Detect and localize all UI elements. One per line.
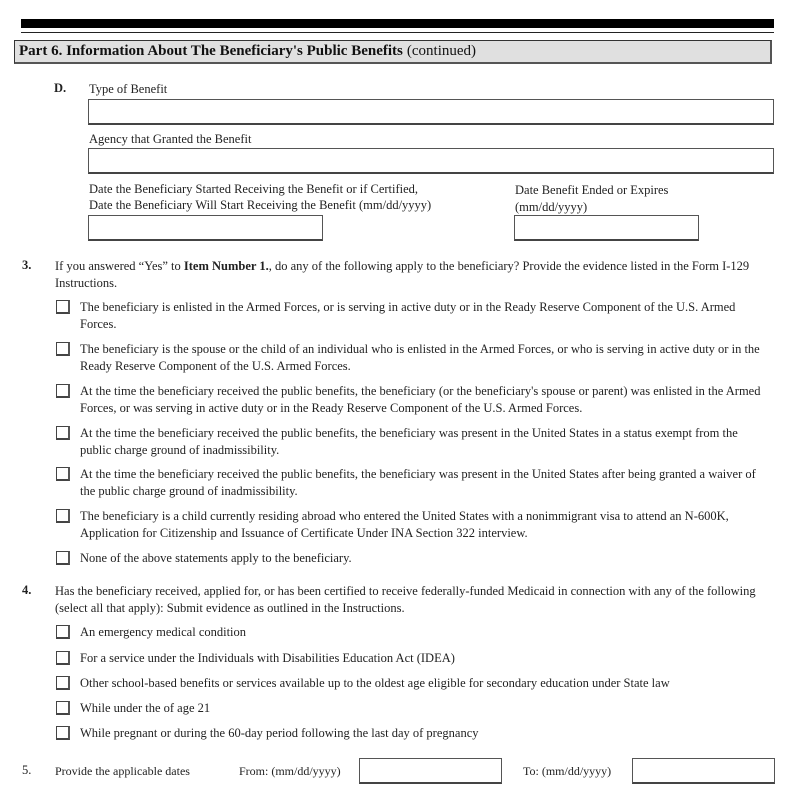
- q4-option-5-label: While pregnant or during the 60-day period following the last day of pregnancy: [80, 726, 479, 740]
- q3-option-7-checkbox[interactable]: [56, 551, 70, 565]
- question-5-number: 5.: [22, 763, 32, 777]
- part-header: [14, 40, 772, 64]
- q3-option-6[interactable]: [56, 508, 776, 542]
- part-title: Part 6. Information About The Beneficiary's Public Benefits: [19, 43, 403, 59]
- q3-option-1[interactable]: [56, 299, 776, 333]
- to-date-label: To: (mm/dd/yyyy): [523, 764, 612, 778]
- q4-option-4[interactable]: [56, 700, 776, 717]
- q3-option-7[interactable]: [56, 550, 776, 567]
- q3-option-2[interactable]: [56, 341, 776, 375]
- q3-option-3[interactable]: [56, 383, 776, 417]
- end-date-label-line2: (mm/dd/yyyy): [515, 200, 588, 214]
- q3-option-3-label: At the time the beneficiary received the public benefits, the beneficiary (or the beneficiary's spouse or parent) was enlisted in the Armed Forces, or was serving in active duty or in the Ready Reserve Component of the U.S. Armed Forces.: [80, 384, 761, 415]
- q4-option-3[interactable]: [56, 675, 776, 692]
- q4-option-4-label: While under the of age 21: [80, 701, 211, 715]
- q3-option-4-label: At the time the beneficiary received the public benefits, the beneficiary was present in the United States in a status exempt from the public charge ground of inadmissibility.: [80, 426, 738, 457]
- q3-option-5-label: At the time the beneficiary received the public benefits, the beneficiary was present in the United States after being granted a waiver of the public charge ground of inadmissibility.: [80, 467, 756, 498]
- section-d-letter: D.: [54, 81, 67, 95]
- end-date-input[interactable]: [514, 215, 699, 241]
- q4-option-4-checkbox[interactable]: [56, 701, 70, 715]
- q4-option-1-label: An emergency medical condition: [80, 625, 247, 639]
- question-3-text: [55, 258, 775, 292]
- question-3-item-ref: Item Number 1.: [183, 259, 269, 273]
- q3-option-1-checkbox[interactable]: [56, 300, 70, 314]
- q4-option-2-checkbox[interactable]: [56, 651, 70, 665]
- question-4-number: 4.: [22, 583, 32, 597]
- from-date-label: From: (mm/dd/yyyy): [239, 764, 341, 778]
- part-continued: (continued): [406, 43, 477, 59]
- q3-option-4[interactable]: [56, 425, 776, 459]
- q3-option-1-label: The beneficiary is enlisted in the Armed Forces, or is serving in active duty or in the Ready Reserve Component of the U.S. Armed Forces.: [80, 300, 736, 331]
- q4-option-1[interactable]: [56, 624, 776, 641]
- start-date-input[interactable]: [88, 215, 323, 241]
- q4-option-3-label: Other school-based benefits or services available up to the oldest age eligible for secondary education under State law: [80, 676, 670, 690]
- top-black-bar: [21, 19, 774, 28]
- start-date-label-line2: Date the Beneficiary Will Start Receiving the Benefit (mm/dd/yyyy): [89, 198, 432, 212]
- question-5-text: Provide the applicable dates: [55, 764, 190, 778]
- end-date-label-line1: Date Benefit Ended or Expires: [515, 183, 669, 197]
- q3-option-6-label: The beneficiary is a child currently residing abroad who entered the United States with a nonimmigrant visa to attend an N-600K, Application for Citizenship and Issuance of Certificate Under INA Section 322 interview.: [80, 509, 729, 540]
- q4-option-5[interactable]: [56, 725, 776, 742]
- q4-option-2[interactable]: [56, 650, 776, 667]
- to-date-input[interactable]: [632, 758, 775, 784]
- question-3-text-before: If you answered “Yes” to: [55, 259, 184, 273]
- agency-label: Agency that Granted the Benefit: [89, 132, 252, 146]
- q3-option-4-checkbox[interactable]: [56, 426, 70, 440]
- from-date-input[interactable]: [359, 758, 502, 784]
- start-date-label-line1: Date the Beneficiary Started Receiving the Benefit or if Certified,: [89, 182, 419, 196]
- q4-option-5-checkbox[interactable]: [56, 726, 70, 740]
- question-3-number: 3.: [22, 258, 32, 272]
- q3-option-5-checkbox[interactable]: [56, 467, 70, 481]
- question-3-text-after: , do any of the following apply to the beneficiary? Provide the evidence listed in the Form I-129 Instructions.: [55, 259, 750, 290]
- q3-option-2-label: The beneficiary is the spouse or the child of an individual who is enlisted in the Armed Forces, or who is serving in active duty or in the Ready Reserve Component of the U.S. Armed Forces.: [80, 342, 760, 373]
- q3-option-5[interactable]: [56, 466, 776, 500]
- top-divider-line: [21, 32, 774, 33]
- q4-option-1-checkbox[interactable]: [56, 625, 70, 639]
- q3-option-2-checkbox[interactable]: [56, 342, 70, 356]
- q3-option-7-label: None of the above statements apply to the beneficiary.: [80, 551, 352, 565]
- q3-option-3-checkbox[interactable]: [56, 384, 70, 398]
- type-of-benefit-input[interactable]: [88, 99, 774, 125]
- agency-input[interactable]: [88, 148, 774, 174]
- q4-option-2-label: For a service under the Individuals with Disabilities Education Act (IDEA): [80, 651, 455, 665]
- question-4-text: Has the beneficiary received, applied for, or has been certified to receive federally-funded Medicaid in connection with any of the following (select all that apply): Submit evidence as outlined in the Instructions.: [55, 584, 756, 615]
- type-of-benefit-label: Type of Benefit: [89, 82, 168, 96]
- q4-option-3-checkbox[interactable]: [56, 676, 70, 690]
- q3-option-6-checkbox[interactable]: [56, 509, 70, 523]
